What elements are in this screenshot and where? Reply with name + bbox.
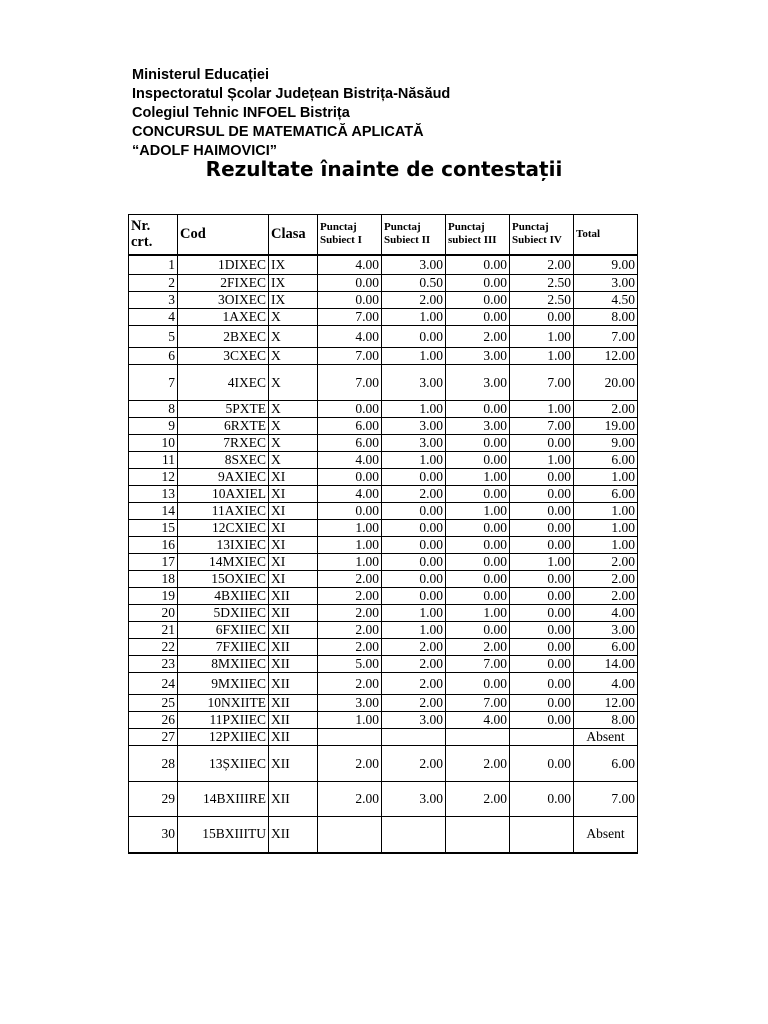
results-body bbox=[129, 255, 638, 853]
cell-subiect-3: 0.00 bbox=[446, 435, 510, 452]
cell-subiect-2: 0.00 bbox=[382, 326, 446, 348]
cell-subiect-2: 3.00 bbox=[382, 712, 446, 729]
cell-nr: 17 bbox=[129, 554, 178, 571]
cell-subiect-1: 2.00 bbox=[318, 639, 382, 656]
table-row bbox=[129, 673, 638, 695]
cell-clasa: XI bbox=[269, 486, 318, 503]
cell-cod: 15OXIEC bbox=[178, 571, 269, 588]
cell-cod: 11PXIIEC bbox=[178, 712, 269, 729]
cell-total: 2.00 bbox=[574, 571, 638, 588]
cell-subiect-2: 0.00 bbox=[382, 588, 446, 605]
cell-total: 6.00 bbox=[574, 746, 638, 782]
cell-subiect-2: 2.00 bbox=[382, 695, 446, 712]
cell-subiect-4: 0.00 bbox=[510, 571, 574, 588]
cell-subiect-3: 0.00 bbox=[446, 571, 510, 588]
cell-subiect-2: 2.00 bbox=[382, 486, 446, 503]
cell-nr: 23 bbox=[129, 656, 178, 673]
cell-clasa: X bbox=[269, 435, 318, 452]
cell-subiect-2: 1.00 bbox=[382, 605, 446, 622]
cell-cod: 11AXIEC bbox=[178, 503, 269, 520]
cell-subiect-1: 2.00 bbox=[318, 571, 382, 588]
cell-subiect-1: 0.00 bbox=[318, 401, 382, 418]
cell-subiect-3 bbox=[446, 817, 510, 853]
cell-clasa: XI bbox=[269, 537, 318, 554]
cell-subiect-4: 1.00 bbox=[510, 452, 574, 469]
cell-clasa: XII bbox=[269, 729, 318, 746]
cell-cod: 4IXEC bbox=[178, 365, 269, 401]
cell-clasa: IX bbox=[269, 275, 318, 292]
cell-subiect-3: 7.00 bbox=[446, 695, 510, 712]
cell-total: 2.00 bbox=[574, 401, 638, 418]
cell-subiect-2: 0.00 bbox=[382, 503, 446, 520]
cell-cod: 4BXIIEC bbox=[178, 588, 269, 605]
cell-total: 1.00 bbox=[574, 469, 638, 486]
cell-subiect-2: 2.00 bbox=[382, 656, 446, 673]
header-subiect-3-line1: Punctaj bbox=[448, 221, 485, 234]
cell-subiect-4: 1.00 bbox=[510, 348, 574, 365]
table-row bbox=[129, 695, 638, 712]
cell-subiect-4: 1.00 bbox=[510, 326, 574, 348]
cell-subiect-2: 3.00 bbox=[382, 365, 446, 401]
header-subiect-4-line1: Punctaj bbox=[512, 221, 549, 234]
cell-subiect-1: 0.00 bbox=[318, 292, 382, 309]
table-row bbox=[129, 503, 638, 520]
cell-clasa: XII bbox=[269, 605, 318, 622]
cell-total: 7.00 bbox=[574, 326, 638, 348]
cell-subiect-4: 7.00 bbox=[510, 418, 574, 435]
cell-nr: 9 bbox=[129, 418, 178, 435]
cell-total: 4.50 bbox=[574, 292, 638, 309]
cell-subiect-1: 4.00 bbox=[318, 326, 382, 348]
cell-subiect-4: 0.00 bbox=[510, 639, 574, 656]
cell-subiect-1: 7.00 bbox=[318, 348, 382, 365]
cell-cod: 10AXIEL bbox=[178, 486, 269, 503]
cell-nr: 30 bbox=[129, 817, 178, 853]
header-crt: crt. bbox=[131, 234, 153, 251]
table-row bbox=[129, 435, 638, 452]
cell-subiect-2: 2.00 bbox=[382, 746, 446, 782]
cell-subiect-3: 4.00 bbox=[446, 712, 510, 729]
cell-clasa: XII bbox=[269, 622, 318, 639]
cell-subiect-2: 3.00 bbox=[382, 435, 446, 452]
cell-total: 9.00 bbox=[574, 435, 638, 452]
cell-clasa: XI bbox=[269, 503, 318, 520]
cell-subiect-1: 1.00 bbox=[318, 537, 382, 554]
cell-subiect-3: 0.00 bbox=[446, 401, 510, 418]
cell-subiect-4: 0.00 bbox=[510, 605, 574, 622]
cell-clasa: XII bbox=[269, 639, 318, 656]
header-subiect-1 bbox=[318, 215, 382, 255]
cell-subiect-2: 0.50 bbox=[382, 275, 446, 292]
cell-cod: 2FIXEC bbox=[178, 275, 269, 292]
cell-total: 4.00 bbox=[574, 673, 638, 695]
cell-nr: 13 bbox=[129, 486, 178, 503]
cell-total: 8.00 bbox=[574, 712, 638, 729]
cell-subiect-3: 0.00 bbox=[446, 673, 510, 695]
cell-subiect-1: 2.00 bbox=[318, 782, 382, 817]
cell-subiect-4: 0.00 bbox=[510, 469, 574, 486]
document-header bbox=[132, 66, 450, 161]
cell-subiect-4: 0.00 bbox=[510, 782, 574, 817]
table-row bbox=[129, 605, 638, 622]
cell-clasa: IX bbox=[269, 255, 318, 275]
cell-total: 19.00 bbox=[574, 418, 638, 435]
cell-cod: 9AXIEC bbox=[178, 469, 269, 486]
cell-subiect-3: 0.00 bbox=[446, 292, 510, 309]
cell-subiect-2: 0.00 bbox=[382, 469, 446, 486]
table-row bbox=[129, 292, 638, 309]
cell-cod: 7FXIIEC bbox=[178, 639, 269, 656]
cell-cod: 3OIXEC bbox=[178, 292, 269, 309]
cell-nr: 28 bbox=[129, 746, 178, 782]
cell-clasa: XI bbox=[269, 571, 318, 588]
cell-subiect-4: 0.00 bbox=[510, 712, 574, 729]
cell-total: 20.00 bbox=[574, 365, 638, 401]
cell-subiect-3: 0.00 bbox=[446, 275, 510, 292]
header-line-contest-name: “ADOLF HAIMOVICI” bbox=[132, 143, 277, 159]
cell-nr: 18 bbox=[129, 571, 178, 588]
cell-cod: 5PXTE bbox=[178, 401, 269, 418]
cell-total: 1.00 bbox=[574, 520, 638, 537]
cell-total: 7.00 bbox=[574, 782, 638, 817]
cell-subiect-2: 0.00 bbox=[382, 554, 446, 571]
cell-total: 12.00 bbox=[574, 348, 638, 365]
cell-subiect-4: 1.00 bbox=[510, 401, 574, 418]
cell-cod: 13IXIEC bbox=[178, 537, 269, 554]
header-subiect-3 bbox=[446, 215, 510, 255]
cell-subiect-3: 0.00 bbox=[446, 452, 510, 469]
cell-subiect-2: 1.00 bbox=[382, 622, 446, 639]
cell-cod: 10NXIITE bbox=[178, 695, 269, 712]
cell-subiect-1: 1.00 bbox=[318, 712, 382, 729]
cell-total: 3.00 bbox=[574, 622, 638, 639]
cell-subiect-3: 0.00 bbox=[446, 588, 510, 605]
header-subiect-4 bbox=[510, 215, 574, 255]
cell-nr: 10 bbox=[129, 435, 178, 452]
cell-subiect-1: 4.00 bbox=[318, 255, 382, 275]
cell-subiect-3 bbox=[446, 729, 510, 746]
table-row bbox=[129, 418, 638, 435]
cell-cod: 12CXIEC bbox=[178, 520, 269, 537]
header-total: Total bbox=[574, 215, 638, 255]
header-line-ministry: Ministerul Educației bbox=[132, 67, 269, 83]
cell-cod: 5DXIIEC bbox=[178, 605, 269, 622]
cell-subiect-4: 0.00 bbox=[510, 435, 574, 452]
cell-clasa: XII bbox=[269, 588, 318, 605]
cell-clasa: X bbox=[269, 418, 318, 435]
cell-subiect-4 bbox=[510, 817, 574, 853]
header-cod: Cod bbox=[178, 215, 269, 255]
cell-nr: 24 bbox=[129, 673, 178, 695]
table-row bbox=[129, 309, 638, 326]
cell-subiect-3: 0.00 bbox=[446, 486, 510, 503]
cell-subiect-3: 1.00 bbox=[446, 503, 510, 520]
cell-nr: 12 bbox=[129, 469, 178, 486]
header-subiect-2-line1: Punctaj bbox=[384, 221, 421, 234]
cell-cod: 2BXEC bbox=[178, 326, 269, 348]
cell-total: 2.00 bbox=[574, 588, 638, 605]
cell-subiect-4: 0.00 bbox=[510, 656, 574, 673]
cell-subiect-1: 0.00 bbox=[318, 275, 382, 292]
cell-total: 4.00 bbox=[574, 605, 638, 622]
header-clasa: Clasa bbox=[269, 215, 318, 255]
cell-subiect-3: 2.00 bbox=[446, 326, 510, 348]
cell-subiect-2 bbox=[382, 817, 446, 853]
cell-subiect-3: 0.00 bbox=[446, 520, 510, 537]
cell-subiect-1 bbox=[318, 817, 382, 853]
cell-clasa: X bbox=[269, 309, 318, 326]
table-row bbox=[129, 348, 638, 365]
table-row bbox=[129, 729, 638, 746]
cell-subiect-1 bbox=[318, 729, 382, 746]
cell-clasa: XI bbox=[269, 554, 318, 571]
cell-subiect-1: 2.00 bbox=[318, 605, 382, 622]
cell-subiect-1: 2.00 bbox=[318, 746, 382, 782]
cell-subiect-2 bbox=[382, 729, 446, 746]
cell-subiect-3: 1.00 bbox=[446, 605, 510, 622]
cell-subiect-4: 1.00 bbox=[510, 554, 574, 571]
cell-clasa: X bbox=[269, 452, 318, 469]
cell-total: Absent bbox=[574, 729, 638, 746]
cell-subiect-4: 2.00 bbox=[510, 255, 574, 275]
table-row bbox=[129, 571, 638, 588]
cell-subiect-1: 0.00 bbox=[318, 469, 382, 486]
table-row bbox=[129, 365, 638, 401]
cell-subiect-3: 2.00 bbox=[446, 639, 510, 656]
cell-subiect-3: 0.00 bbox=[446, 622, 510, 639]
cell-total: 1.00 bbox=[574, 503, 638, 520]
cell-subiect-1: 3.00 bbox=[318, 695, 382, 712]
cell-nr: 14 bbox=[129, 503, 178, 520]
cell-subiect-4: 7.00 bbox=[510, 365, 574, 401]
cell-subiect-1: 0.00 bbox=[318, 503, 382, 520]
header-nr-crt bbox=[129, 215, 178, 255]
table-row bbox=[129, 537, 638, 554]
cell-subiect-1: 4.00 bbox=[318, 486, 382, 503]
cell-subiect-4: 0.00 bbox=[510, 746, 574, 782]
table-row bbox=[129, 622, 638, 639]
cell-total: Absent bbox=[574, 817, 638, 853]
cell-clasa: XI bbox=[269, 469, 318, 486]
cell-clasa: XII bbox=[269, 673, 318, 695]
cell-clasa: X bbox=[269, 326, 318, 348]
table-row bbox=[129, 782, 638, 817]
cell-subiect-4: 0.00 bbox=[510, 622, 574, 639]
cell-total: 9.00 bbox=[574, 255, 638, 275]
cell-nr: 25 bbox=[129, 695, 178, 712]
cell-subiect-1: 7.00 bbox=[318, 309, 382, 326]
table-row bbox=[129, 554, 638, 571]
cell-clasa: XI bbox=[269, 520, 318, 537]
cell-cod: 6RXTE bbox=[178, 418, 269, 435]
cell-cod: 1AXEC bbox=[178, 309, 269, 326]
cell-subiect-2: 1.00 bbox=[382, 452, 446, 469]
cell-total: 6.00 bbox=[574, 639, 638, 656]
header-subiect-3-line2: subiect III bbox=[448, 234, 497, 247]
table-row bbox=[129, 656, 638, 673]
cell-clasa: X bbox=[269, 348, 318, 365]
header-subiect-1-line2: Subiect I bbox=[320, 234, 362, 247]
cell-nr: 15 bbox=[129, 520, 178, 537]
table-row bbox=[129, 486, 638, 503]
cell-subiect-1: 6.00 bbox=[318, 435, 382, 452]
cell-subiect-2: 3.00 bbox=[382, 782, 446, 817]
cell-nr: 2 bbox=[129, 275, 178, 292]
cell-clasa: XII bbox=[269, 656, 318, 673]
table-header-row bbox=[129, 215, 638, 255]
cell-subiect-2: 0.00 bbox=[382, 571, 446, 588]
cell-subiect-3: 0.00 bbox=[446, 255, 510, 275]
table-row bbox=[129, 588, 638, 605]
cell-nr: 6 bbox=[129, 348, 178, 365]
cell-nr: 11 bbox=[129, 452, 178, 469]
cell-nr: 4 bbox=[129, 309, 178, 326]
cell-subiect-2: 3.00 bbox=[382, 418, 446, 435]
cell-subiect-1: 4.00 bbox=[318, 452, 382, 469]
cell-nr: 8 bbox=[129, 401, 178, 418]
results-table bbox=[128, 214, 638, 854]
table-row bbox=[129, 326, 638, 348]
cell-subiect-3: 2.00 bbox=[446, 746, 510, 782]
header-subiect-2 bbox=[382, 215, 446, 255]
cell-subiect-4: 0.00 bbox=[510, 537, 574, 554]
cell-subiect-4 bbox=[510, 729, 574, 746]
cell-subiect-3: 3.00 bbox=[446, 348, 510, 365]
cell-subiect-1: 1.00 bbox=[318, 554, 382, 571]
header-subiect-1-line1: Punctaj bbox=[320, 221, 357, 234]
cell-subiect-4: 0.00 bbox=[510, 695, 574, 712]
table-row bbox=[129, 520, 638, 537]
cell-nr: 29 bbox=[129, 782, 178, 817]
cell-subiect-1: 2.00 bbox=[318, 622, 382, 639]
cell-subiect-3: 7.00 bbox=[446, 656, 510, 673]
cell-subiect-4: 0.00 bbox=[510, 588, 574, 605]
table-row bbox=[129, 275, 638, 292]
cell-subiect-3: 0.00 bbox=[446, 554, 510, 571]
table-row bbox=[129, 469, 638, 486]
cell-subiect-4: 2.50 bbox=[510, 275, 574, 292]
cell-cod: 9MXIIEC bbox=[178, 673, 269, 695]
header-line-inspectorate: Inspectoratul Școlar Județean Bistrița-Năsăud bbox=[132, 86, 451, 102]
cell-nr: 5 bbox=[129, 326, 178, 348]
cell-subiect-2: 2.00 bbox=[382, 292, 446, 309]
cell-total: 6.00 bbox=[574, 452, 638, 469]
cell-subiect-1: 2.00 bbox=[318, 588, 382, 605]
cell-subiect-3: 2.00 bbox=[446, 782, 510, 817]
cell-cod: 7RXEC bbox=[178, 435, 269, 452]
cell-cod: 12PXIIEC bbox=[178, 729, 269, 746]
table-row bbox=[129, 452, 638, 469]
cell-nr: 20 bbox=[129, 605, 178, 622]
cell-subiect-4: 0.00 bbox=[510, 503, 574, 520]
cell-subiect-3: 0.00 bbox=[446, 537, 510, 554]
table-row bbox=[129, 712, 638, 729]
cell-subiect-2: 2.00 bbox=[382, 639, 446, 656]
cell-nr: 3 bbox=[129, 292, 178, 309]
cell-subiect-1: 2.00 bbox=[318, 673, 382, 695]
header-subiect-4-line2: Subiect IV bbox=[512, 234, 562, 247]
cell-subiect-2: 3.00 bbox=[382, 255, 446, 275]
cell-nr: 26 bbox=[129, 712, 178, 729]
cell-total: 14.00 bbox=[574, 656, 638, 673]
table-row bbox=[129, 639, 638, 656]
cell-subiect-2: 2.00 bbox=[382, 673, 446, 695]
header-line-contest: CONCURSUL DE MATEMATICĂ APLICATĂ bbox=[132, 124, 424, 140]
cell-cod: 6FXIIEC bbox=[178, 622, 269, 639]
cell-clasa: XII bbox=[269, 817, 318, 853]
cell-cod: 14BXIIIRE bbox=[178, 782, 269, 817]
cell-subiect-4: 2.50 bbox=[510, 292, 574, 309]
cell-subiect-1: 1.00 bbox=[318, 520, 382, 537]
cell-total: 2.00 bbox=[574, 554, 638, 571]
cell-clasa: IX bbox=[269, 292, 318, 309]
table-row bbox=[129, 817, 638, 853]
cell-clasa: X bbox=[269, 365, 318, 401]
cell-nr: 22 bbox=[129, 639, 178, 656]
cell-subiect-4: 0.00 bbox=[510, 673, 574, 695]
cell-clasa: XII bbox=[269, 782, 318, 817]
cell-clasa: X bbox=[269, 401, 318, 418]
cell-cod: 3CXEC bbox=[178, 348, 269, 365]
cell-cod: 15BXIIITU bbox=[178, 817, 269, 853]
cell-subiect-2: 0.00 bbox=[382, 537, 446, 554]
cell-cod: 1DIXEC bbox=[178, 255, 269, 275]
table-row bbox=[129, 746, 638, 782]
cell-total: 12.00 bbox=[574, 695, 638, 712]
cell-subiect-3: 1.00 bbox=[446, 469, 510, 486]
header-nr: Nr. bbox=[131, 218, 151, 235]
cell-total: 8.00 bbox=[574, 309, 638, 326]
cell-total: 3.00 bbox=[574, 275, 638, 292]
cell-subiect-1: 5.00 bbox=[318, 656, 382, 673]
cell-clasa: XII bbox=[269, 712, 318, 729]
cell-subiect-3: 3.00 bbox=[446, 418, 510, 435]
cell-nr: 16 bbox=[129, 537, 178, 554]
header-line-school: Colegiul Tehnic INFOEL Bistrița bbox=[132, 105, 350, 121]
cell-nr: 7 bbox=[129, 365, 178, 401]
cell-subiect-1: 6.00 bbox=[318, 418, 382, 435]
cell-subiect-2: 1.00 bbox=[382, 401, 446, 418]
cell-subiect-4: 0.00 bbox=[510, 309, 574, 326]
cell-total: 1.00 bbox=[574, 537, 638, 554]
cell-nr: 27 bbox=[129, 729, 178, 746]
cell-subiect-2: 0.00 bbox=[382, 520, 446, 537]
cell-clasa: XII bbox=[269, 746, 318, 782]
cell-total: 6.00 bbox=[574, 486, 638, 503]
page-title-text: Rezultate înainte de contestații bbox=[205, 157, 563, 181]
cell-subiect-4: 0.00 bbox=[510, 486, 574, 503]
cell-subiect-4: 0.00 bbox=[510, 520, 574, 537]
cell-subiect-3: 0.00 bbox=[446, 309, 510, 326]
cell-cod: 14MXIEC bbox=[178, 554, 269, 571]
cell-nr: 21 bbox=[129, 622, 178, 639]
table-row bbox=[129, 255, 638, 275]
cell-nr: 1 bbox=[129, 255, 178, 275]
cell-cod: 13ȘXIIEC bbox=[178, 746, 269, 782]
cell-clasa: XII bbox=[269, 695, 318, 712]
cell-cod: 8MXIIEC bbox=[178, 656, 269, 673]
table-row bbox=[129, 401, 638, 418]
cell-subiect-2: 1.00 bbox=[382, 348, 446, 365]
page-title bbox=[0, 157, 768, 181]
cell-subiect-3: 3.00 bbox=[446, 365, 510, 401]
cell-cod: 8SXEC bbox=[178, 452, 269, 469]
header-subiect-2-line2: Subiect II bbox=[384, 234, 431, 247]
cell-subiect-2: 1.00 bbox=[382, 309, 446, 326]
cell-nr: 19 bbox=[129, 588, 178, 605]
cell-subiect-1: 7.00 bbox=[318, 365, 382, 401]
